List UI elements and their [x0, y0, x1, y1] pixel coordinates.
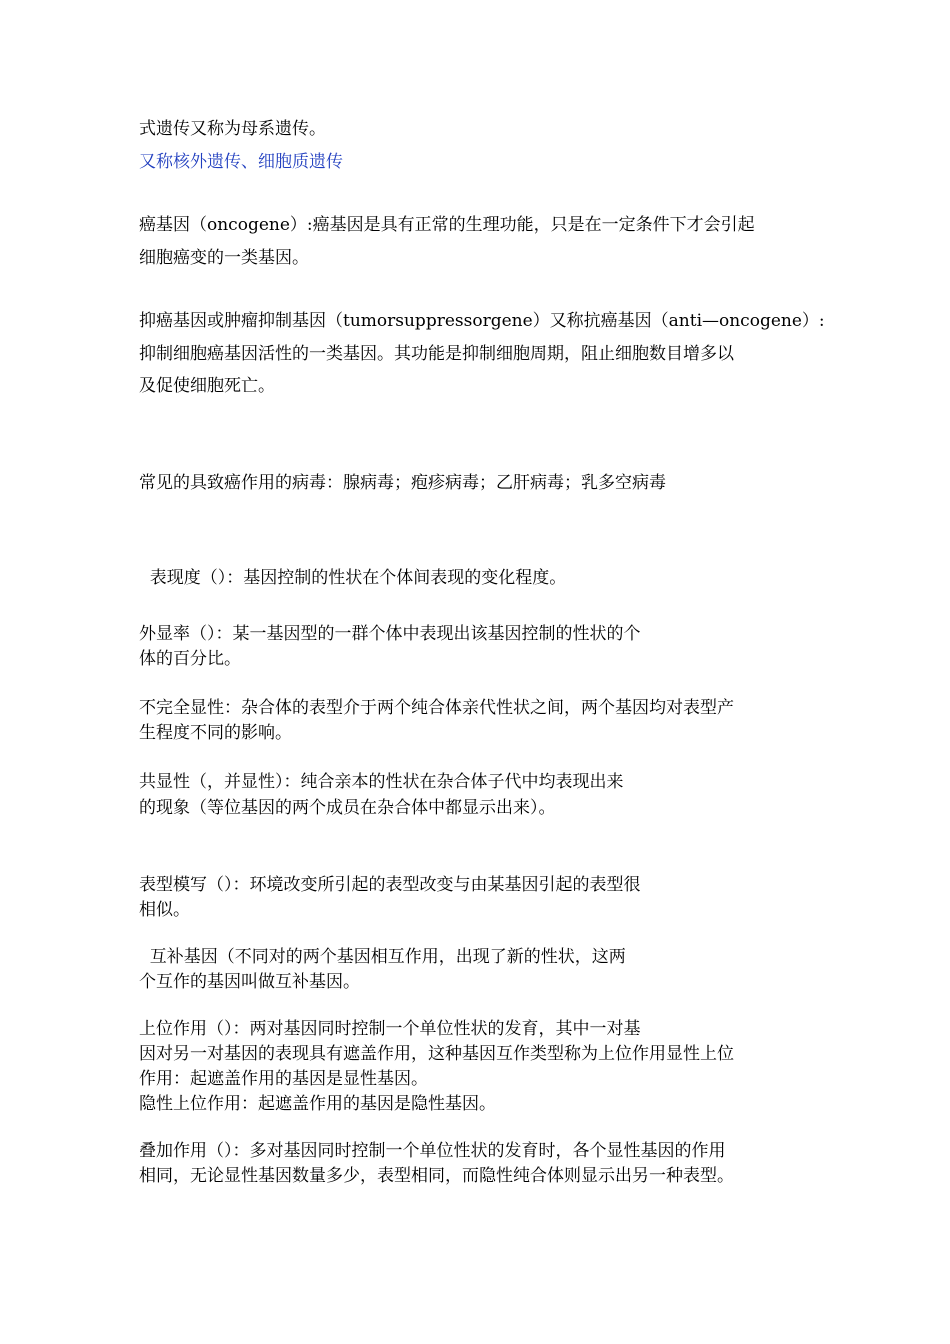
- text-line: 抑制细胞癌基因活性的一类基因。其功能是抑制细胞周期，阻止细胞数目增多以: [139, 344, 734, 364]
- text-line: 互补基因（不同对的两个基因相互作用，出现了新的性状，这两: [139, 947, 626, 967]
- text-line: 上位作用（）：两对基因同时控制一个单位性状的发育，其中一对基: [139, 1019, 641, 1039]
- link-text-line[interactable]: 又称核外遗传、细胞质遗传: [139, 152, 343, 172]
- text-line: 因对另一对基因的表现具有遮盖作用，这种基因互作类型称为上位作用显性上位: [139, 1044, 734, 1064]
- text-line: 表型模写（）：环境改变所引起的表型改变与由某基因引起的表型很: [139, 875, 641, 895]
- text-line: 个互作的基因叫做互补基因。: [139, 972, 360, 992]
- text-line: 隐性上位作用：起遮盖作用的基因是隐性基因。: [139, 1094, 496, 1114]
- text-line: 共显性（，并显性）：纯合亲本的性状在杂合体子代中均表现出来: [139, 772, 624, 792]
- text-line: 细胞癌变的一类基因。: [139, 248, 309, 268]
- text-line: 抑癌基因或肿瘤抑制基因（tumorsuppressorgene）又称抗癌基因（anti—oncogene）:: [139, 311, 825, 331]
- text-line: 叠加作用（）：多对基因同时控制一个单位性状的发育时，各个显性基因的作用: [139, 1141, 726, 1161]
- text-line: 外显率（）：某一基因型的一群个体中表现出该基因控制的性状的个: [139, 624, 641, 644]
- text-line: 及促使细胞死亡。: [139, 376, 275, 396]
- text-line: 式遗传又称为母系遗传。: [139, 119, 326, 139]
- text-line: 癌基因（oncogene）:癌基因是具有正常的生理功能，只是在一定条件下才会引起: [139, 215, 755, 235]
- text-line: 生程度不同的影响。: [139, 723, 292, 743]
- text-line: 常见的具致癌作用的病毒：腺病毒；疱疹病毒；乙肝病毒；乳多空病毒: [139, 473, 666, 493]
- text-line: 相似。: [139, 900, 190, 920]
- text-line: 体的百分比。: [139, 649, 241, 669]
- text-line: 作用：起遮盖作用的基因是显性基因。: [139, 1069, 428, 1089]
- text-line: 表现度（）：基因控制的性状在个体间表现的变化程度。: [139, 568, 567, 588]
- text-line: 不完全显性：杂合体的表型介于两个纯合体亲代性状之间，两个基因均对表型产: [139, 698, 734, 718]
- text-line: 相同，无论显性基因数量多少，表型相同，而隐性纯合体则显示出另一种表型。: [139, 1166, 734, 1186]
- text-line: 的现象（等位基因的两个成员在杂合体中都显示出来）。: [139, 798, 556, 818]
